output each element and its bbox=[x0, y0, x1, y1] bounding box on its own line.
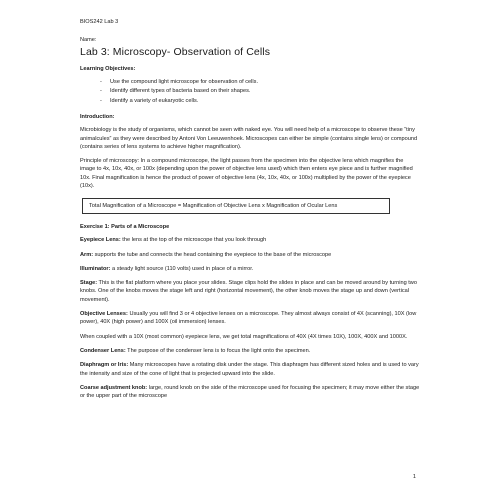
part-condenser-lens bbox=[80, 347, 420, 355]
magnification-formula-box: Total Magnification of a Microscope = Magnification of Objective Lens x Magnification of Ocular Lens bbox=[82, 198, 390, 214]
part-illuminator bbox=[80, 265, 420, 273]
part-description: When coupled with a 10X (most common) eyepiece lens, we get total magnifications of 40X (4X times 10X), 100X, 400X and 1000X. bbox=[80, 333, 408, 340]
name-label: Name: bbox=[80, 37, 97, 43]
part-description: large, round knob on the side of the microscope used for focusing the specimen; it may move either the stage or the upper part of the microscope bbox=[80, 384, 420, 400]
part-stage bbox=[80, 279, 420, 304]
part-term: Objective Lenses: bbox=[80, 311, 128, 318]
intro-paragraph-2: Principle of microscopy: In a compound microscope, the light passes from the specimen into the objective lens which magnifies the image to 4x, 10x, 40x, or 100x (depending upon the power of objective lens used) which then enters eye piece and is further magnified 10x. Final magnification is hence the product of power of objective lens (4x, 10x, 40x, or 100x) multiplied by the power of the eyepiece (10x). bbox=[80, 158, 413, 189]
part-objective-lenses bbox=[80, 310, 420, 327]
part-term: Eyepiece Lens: bbox=[80, 237, 121, 244]
part-description: Usually you will find 3 or 4 objective lenses on a microscope. They almost always consist of 4X (scanning), 10X (low power), 40X (high power) and 100X (oil immersion) lenses. bbox=[80, 311, 417, 326]
part-term: Stage: bbox=[80, 280, 98, 287]
part-description: a steady light source (110 volts) used in place of a mirror. bbox=[110, 265, 254, 272]
part-description: Many microscopes have a rotating disk under the stage. This diaphragm has different sized holes and is used to vary the intensity and size of the cone of light that is projected upward into the slide. bbox=[80, 362, 419, 377]
part-diaphragm bbox=[80, 361, 420, 378]
total-magnifications-note bbox=[80, 333, 420, 341]
objectives-list bbox=[80, 78, 420, 106]
list-item: - Identify different types of bacteria based on their shapes. bbox=[110, 87, 420, 96]
part-eyepiece-lens bbox=[80, 236, 420, 244]
intro-paragraph-1: Microbiology is the study of organisms, which cannot be seen with naked eye. You will need help of a microscope to observe these “tiny animalcules” as they were described by Antoni Von Leeuwenhoek. Microscopes can either be simple (contains single lens) or compound (contains series of lens systems to achieve higher magnification). bbox=[80, 127, 418, 150]
course-code: BIOS242 Lab 3 bbox=[80, 19, 119, 25]
list-item: - Use the compound light microscope for observation of cells. bbox=[110, 78, 420, 87]
list-item: - Identify a variety of eukaryotic cells. bbox=[110, 97, 420, 106]
part-description: the lens at the top of the microscope that you look through bbox=[120, 237, 267, 244]
page-number: 1 bbox=[412, 474, 416, 480]
part-term: Diaphragm or Iris: bbox=[80, 362, 129, 369]
part-term: Arm: bbox=[80, 251, 94, 258]
part-coarse-adjustment-knob bbox=[80, 384, 420, 401]
part-term: Illuminator: bbox=[80, 265, 111, 272]
part-term: Condenser Lens: bbox=[80, 347, 126, 354]
part-description: supports the tube and connects the head containing the eyepiece to the base of the microscope bbox=[93, 251, 332, 258]
page-title: Lab 3: Microscopy- Observation of Cells bbox=[80, 46, 271, 58]
part-term: Coarse adjustment knob: bbox=[80, 384, 148, 391]
part-description: The purpose of the condenser lens is to focus the light onto the specimen. bbox=[125, 347, 311, 354]
introduction-heading: Introduction: bbox=[80, 114, 115, 121]
part-arm bbox=[80, 251, 420, 259]
objectives-heading: Learning Objectives: bbox=[80, 66, 136, 72]
part-description: This is the flat platform where you place your slides. Stage clips hold the slides in place and can be moved around by turning two knobs. One of the knobs moves the stage left and right (horizontal movement), the other knob moves the stage up and down (vertical movement). bbox=[80, 280, 417, 303]
exercise-heading: Exercise 1: Parts of a Microscope bbox=[80, 224, 170, 231]
